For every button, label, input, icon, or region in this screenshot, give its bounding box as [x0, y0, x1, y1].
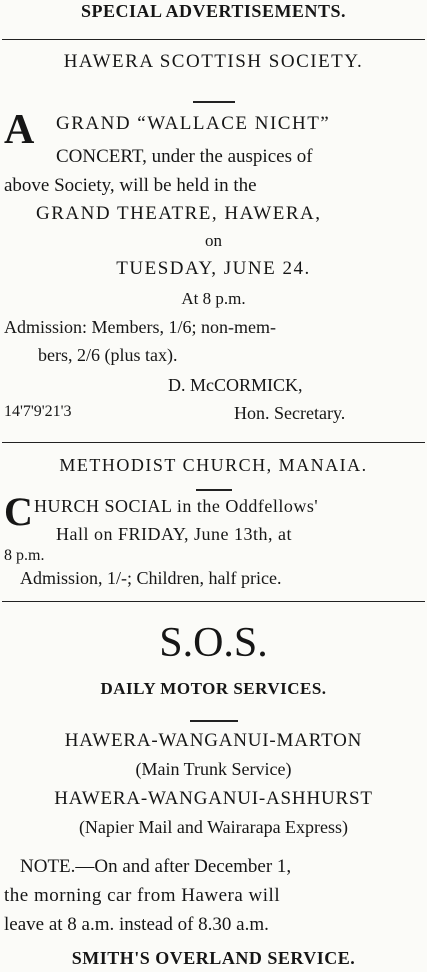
scottish-line-5: on — [205, 231, 222, 250]
methodist-line-4: Admission, 1/-; Children, half price. — [20, 568, 282, 588]
scottish-line-3: above Society, will be held in the — [4, 175, 257, 196]
scottish-line-1: GRAND “WALLACE NICHT” — [56, 113, 331, 134]
scottish-admission-1: Admission: Members, 1/6; non-mem- — [4, 317, 276, 337]
methodist-line-1: HURCH SOCIAL in the Oddfellows' — [34, 496, 319, 516]
sos-note-1: NOTE.—On and after December 1, — [20, 856, 292, 877]
divider — [2, 39, 425, 40]
sos-route-1-note: (Main Trunk Service) — [135, 759, 292, 779]
scottish-heading: HAWERA SCOTTISH SOCIETY. — [63, 51, 364, 72]
scottish-date: TUESDAY, JUNE 24. — [116, 258, 311, 279]
scottish-signature-title: Hon. Secretary. — [234, 403, 346, 423]
scottish-line-2: CONCERT, under the auspices of — [56, 146, 313, 167]
divider — [2, 442, 425, 443]
short-rule — [196, 489, 232, 491]
sos-subtitle: DAILY MOTOR SERVICES. — [100, 679, 327, 698]
drop-cap-a: A — [4, 107, 35, 153]
sos-note-3: leave at 8 a.m. instead of 8.30 a.m. — [4, 914, 269, 935]
methodist-line-2: Hall on FRIDAY, June 13th, at — [56, 524, 293, 544]
short-rule — [190, 720, 238, 722]
scottish-line-4: GRAND THEATRE, HAWERA, — [36, 203, 322, 224]
drop-cap-c: C — [4, 489, 33, 534]
scottish-time: At 8 p.m. — [181, 289, 246, 308]
scottish-signature: D. McCORMICK, — [168, 375, 303, 395]
scottish-admission-2: bers, 2/6 (plus tax). — [38, 345, 178, 365]
sos-route-1: HAWERA-WANGANUI-MARTON — [64, 730, 363, 751]
methodist-line-3: 8 p.m. — [4, 547, 45, 564]
scottish-ref: 14'7'9'21'3 — [4, 403, 72, 420]
section-title: SPECIAL ADVERTISEMENTS. — [81, 1, 346, 21]
sos-route-2: HAWERA-WANGANUI-ASHHURST — [54, 788, 373, 809]
methodist-heading: METHODIST CHURCH, MANAIA. — [59, 455, 368, 475]
short-rule — [193, 101, 235, 103]
sos-note-2: the morning car from Hawera will — [4, 885, 281, 906]
sos-route-2-note: (Napier Mail and Wairarapa Express) — [78, 817, 349, 837]
sos-title: S.O.S. — [159, 620, 268, 666]
divider — [2, 601, 425, 602]
sos-footer: SMITH'S OVERLAND SERVICE. — [71, 948, 356, 968]
